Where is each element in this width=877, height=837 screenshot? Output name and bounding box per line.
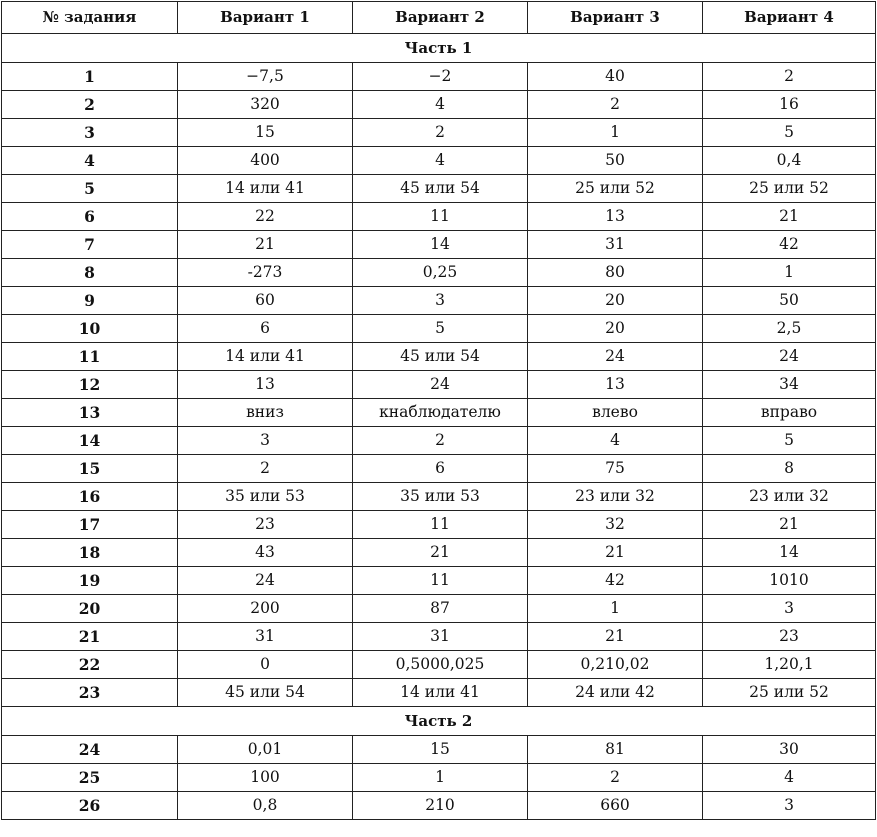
table-row: [2, 651, 876, 679]
task-number-cell: 6: [2, 203, 178, 231]
answer-cell-variant-1: 35 или 53: [178, 483, 353, 511]
answer-cell-variant-3: 42: [528, 567, 703, 595]
answer-cell-variant-2: 14: [353, 231, 528, 259]
answer-cell-variant-3: 21: [528, 623, 703, 651]
table-body: [2, 34, 876, 820]
answer-cell-variant-3: 23 или 32: [528, 483, 703, 511]
answer-cell-variant-2: 3: [353, 287, 528, 315]
answer-cell-variant-4: 2,5: [703, 315, 876, 343]
table-row: [2, 539, 876, 567]
answer-cell-variant-2: 6: [353, 455, 528, 483]
answer-cell-variant-1: 100: [178, 764, 353, 792]
task-number-cell: 14: [2, 427, 178, 455]
task-number-cell: 16: [2, 483, 178, 511]
answer-cell-variant-1: 200: [178, 595, 353, 623]
task-number-cell: 20: [2, 595, 178, 623]
answer-cell-variant-4: 34: [703, 371, 876, 399]
answer-cell-variant-4: 3: [703, 595, 876, 623]
answer-cell-variant-4: 2: [703, 63, 876, 91]
answer-cell-variant-1: 400: [178, 147, 353, 175]
answer-cell-variant-4: 21: [703, 203, 876, 231]
answer-cell-variant-2: 1: [353, 764, 528, 792]
answer-cell-variant-2: 5: [353, 315, 528, 343]
task-number-cell: 1: [2, 63, 178, 91]
answer-cell-variant-1: 15: [178, 119, 353, 147]
answer-cell-variant-3: 24 или 42: [528, 679, 703, 707]
answer-cell-variant-2: 45 или 54: [353, 175, 528, 203]
header-row: [2, 2, 876, 34]
answer-table: [1, 1, 876, 820]
table-row: [2, 455, 876, 483]
answer-cell-variant-3: 81: [528, 736, 703, 764]
answer-cell-variant-1: −7,5: [178, 63, 353, 91]
answer-cell-variant-3: 2: [528, 91, 703, 119]
answer-cell-variant-4: 1: [703, 259, 876, 287]
answer-cell-variant-4: 24: [703, 343, 876, 371]
answer-cell-variant-3: 1: [528, 595, 703, 623]
task-number-cell: 5: [2, 175, 178, 203]
answer-cell-variant-2: кнаблюдателю: [353, 399, 528, 427]
task-number-cell: 13: [2, 399, 178, 427]
header-task-number: № задания: [2, 2, 178, 34]
task-number-cell: 12: [2, 371, 178, 399]
answer-cell-variant-3: 13: [528, 371, 703, 399]
answer-cell-variant-4: 21: [703, 511, 876, 539]
table-row: [2, 764, 876, 792]
table-row: [2, 259, 876, 287]
table-row: [2, 483, 876, 511]
answer-cell-variant-3: 660: [528, 792, 703, 820]
answer-cell-variant-1: 0: [178, 651, 353, 679]
answer-cell-variant-2: 11: [353, 511, 528, 539]
answer-cell-variant-4: 42: [703, 231, 876, 259]
answer-cell-variant-3: 25 или 52: [528, 175, 703, 203]
table-row: [2, 343, 876, 371]
answer-cell-variant-2: 31: [353, 623, 528, 651]
header-variant-2: Вариант 2: [353, 2, 528, 34]
answer-cell-variant-3: 20: [528, 287, 703, 315]
answer-cell-variant-4: 5: [703, 427, 876, 455]
answer-cell-variant-2: 4: [353, 91, 528, 119]
table-row: [2, 91, 876, 119]
answer-cell-variant-2: 2: [353, 427, 528, 455]
answer-cell-variant-2: 35 или 53: [353, 483, 528, 511]
answer-cell-variant-4: 30: [703, 736, 876, 764]
task-number-cell: 26: [2, 792, 178, 820]
answer-cell-variant-4: 4: [703, 764, 876, 792]
answer-cell-variant-3: 75: [528, 455, 703, 483]
answer-cell-variant-4: 50: [703, 287, 876, 315]
table-row: [2, 63, 876, 91]
answer-cell-variant-4: 1,20,1: [703, 651, 876, 679]
task-number-cell: 22: [2, 651, 178, 679]
task-number-cell: 2: [2, 91, 178, 119]
task-number-cell: 4: [2, 147, 178, 175]
answer-cell-variant-3: 32: [528, 511, 703, 539]
answer-cell-variant-1: 31: [178, 623, 353, 651]
task-number-cell: 17: [2, 511, 178, 539]
task-number-cell: 15: [2, 455, 178, 483]
answer-cell-variant-2: 45 или 54: [353, 343, 528, 371]
table-row: [2, 175, 876, 203]
answer-cell-variant-1: 14 или 41: [178, 343, 353, 371]
answer-cell-variant-1: 60: [178, 287, 353, 315]
answer-cell-variant-2: 0,25: [353, 259, 528, 287]
answer-cell-variant-1: 21: [178, 231, 353, 259]
answer-cell-variant-2: 24: [353, 371, 528, 399]
section-row: [2, 707, 876, 736]
answer-cell-variant-2: 14 или 41: [353, 679, 528, 707]
answer-cell-variant-4: 16: [703, 91, 876, 119]
answer-cell-variant-4: 3: [703, 792, 876, 820]
answer-cell-variant-3: влево: [528, 399, 703, 427]
answer-cell-variant-1: 320: [178, 91, 353, 119]
answer-cell-variant-3: 13: [528, 203, 703, 231]
answer-cell-variant-4: 14: [703, 539, 876, 567]
task-number-cell: 18: [2, 539, 178, 567]
task-number-cell: 19: [2, 567, 178, 595]
answer-cell-variant-1: 13: [178, 371, 353, 399]
header-variant-1: Вариант 1: [178, 2, 353, 34]
answer-cell-variant-4: 8: [703, 455, 876, 483]
table-row: [2, 511, 876, 539]
answer-cell-variant-4: вправо: [703, 399, 876, 427]
table-row: [2, 231, 876, 259]
answer-cell-variant-2: −2: [353, 63, 528, 91]
task-number-cell: 7: [2, 231, 178, 259]
task-number-cell: 3: [2, 119, 178, 147]
answer-cell-variant-2: 11: [353, 567, 528, 595]
table-header: [2, 2, 876, 34]
table-row: [2, 371, 876, 399]
table-row: [2, 147, 876, 175]
answer-cell-variant-2: 210: [353, 792, 528, 820]
table-row: [2, 595, 876, 623]
task-number-cell: 9: [2, 287, 178, 315]
task-number-cell: 25: [2, 764, 178, 792]
table-row: [2, 736, 876, 764]
answer-cell-variant-3: 31: [528, 231, 703, 259]
answer-cell-variant-3: 2: [528, 764, 703, 792]
header-variant-3: Вариант 3: [528, 2, 703, 34]
task-number-cell: 10: [2, 315, 178, 343]
answer-cell-variant-3: 21: [528, 539, 703, 567]
answer-cell-variant-1: 24: [178, 567, 353, 595]
answer-cell-variant-3: 80: [528, 259, 703, 287]
table-row: [2, 287, 876, 315]
answer-cell-variant-2: 21: [353, 539, 528, 567]
answer-cell-variant-1: 2: [178, 455, 353, 483]
answer-cell-variant-3: 1: [528, 119, 703, 147]
section-title: Часть 1: [2, 34, 876, 63]
answer-cell-variant-1: 43: [178, 539, 353, 567]
answer-cell-variant-3: 40: [528, 63, 703, 91]
answer-cell-variant-1: 22: [178, 203, 353, 231]
table-row: [2, 399, 876, 427]
table-row: [2, 119, 876, 147]
answer-cell-variant-2: 87: [353, 595, 528, 623]
answer-cell-variant-3: 24: [528, 343, 703, 371]
answer-cell-variant-4: 25 или 52: [703, 679, 876, 707]
answer-cell-variant-1: вниз: [178, 399, 353, 427]
answer-cell-variant-1: 0,01: [178, 736, 353, 764]
answer-cell-variant-1: -273: [178, 259, 353, 287]
answer-cell-variant-3: 4: [528, 427, 703, 455]
header-variant-4: Вариант 4: [703, 2, 876, 34]
answer-cell-variant-2: 15: [353, 736, 528, 764]
section-row: [2, 34, 876, 63]
table-row: [2, 203, 876, 231]
answer-cell-variant-4: 1010: [703, 567, 876, 595]
answer-cell-variant-4: 25 или 52: [703, 175, 876, 203]
answer-cell-variant-3: 0,210,02: [528, 651, 703, 679]
task-number-cell: 11: [2, 343, 178, 371]
answer-cell-variant-4: 5: [703, 119, 876, 147]
table-row: [2, 679, 876, 707]
table-row: [2, 623, 876, 651]
task-number-cell: 21: [2, 623, 178, 651]
answer-cell-variant-1: 6: [178, 315, 353, 343]
answer-cell-variant-4: 23: [703, 623, 876, 651]
answer-cell-variant-1: 14 или 41: [178, 175, 353, 203]
table-row: [2, 315, 876, 343]
answer-cell-variant-2: 0,5000,025: [353, 651, 528, 679]
answer-cell-variant-2: 11: [353, 203, 528, 231]
task-number-cell: 23: [2, 679, 178, 707]
answer-cell-variant-4: 23 или 32: [703, 483, 876, 511]
task-number-cell: 24: [2, 736, 178, 764]
answer-cell-variant-4: 0,4: [703, 147, 876, 175]
answer-cell-variant-2: 2: [353, 119, 528, 147]
table-row: [2, 792, 876, 820]
table-row: [2, 427, 876, 455]
answer-cell-variant-1: 3: [178, 427, 353, 455]
task-number-cell: 8: [2, 259, 178, 287]
answer-cell-variant-1: 23: [178, 511, 353, 539]
section-title: Часть 2: [2, 707, 876, 736]
table-row: [2, 567, 876, 595]
answer-cell-variant-1: 45 или 54: [178, 679, 353, 707]
answer-cell-variant-2: 4: [353, 147, 528, 175]
answer-cell-variant-3: 50: [528, 147, 703, 175]
answer-cell-variant-3: 20: [528, 315, 703, 343]
answer-cell-variant-1: 0,8: [178, 792, 353, 820]
